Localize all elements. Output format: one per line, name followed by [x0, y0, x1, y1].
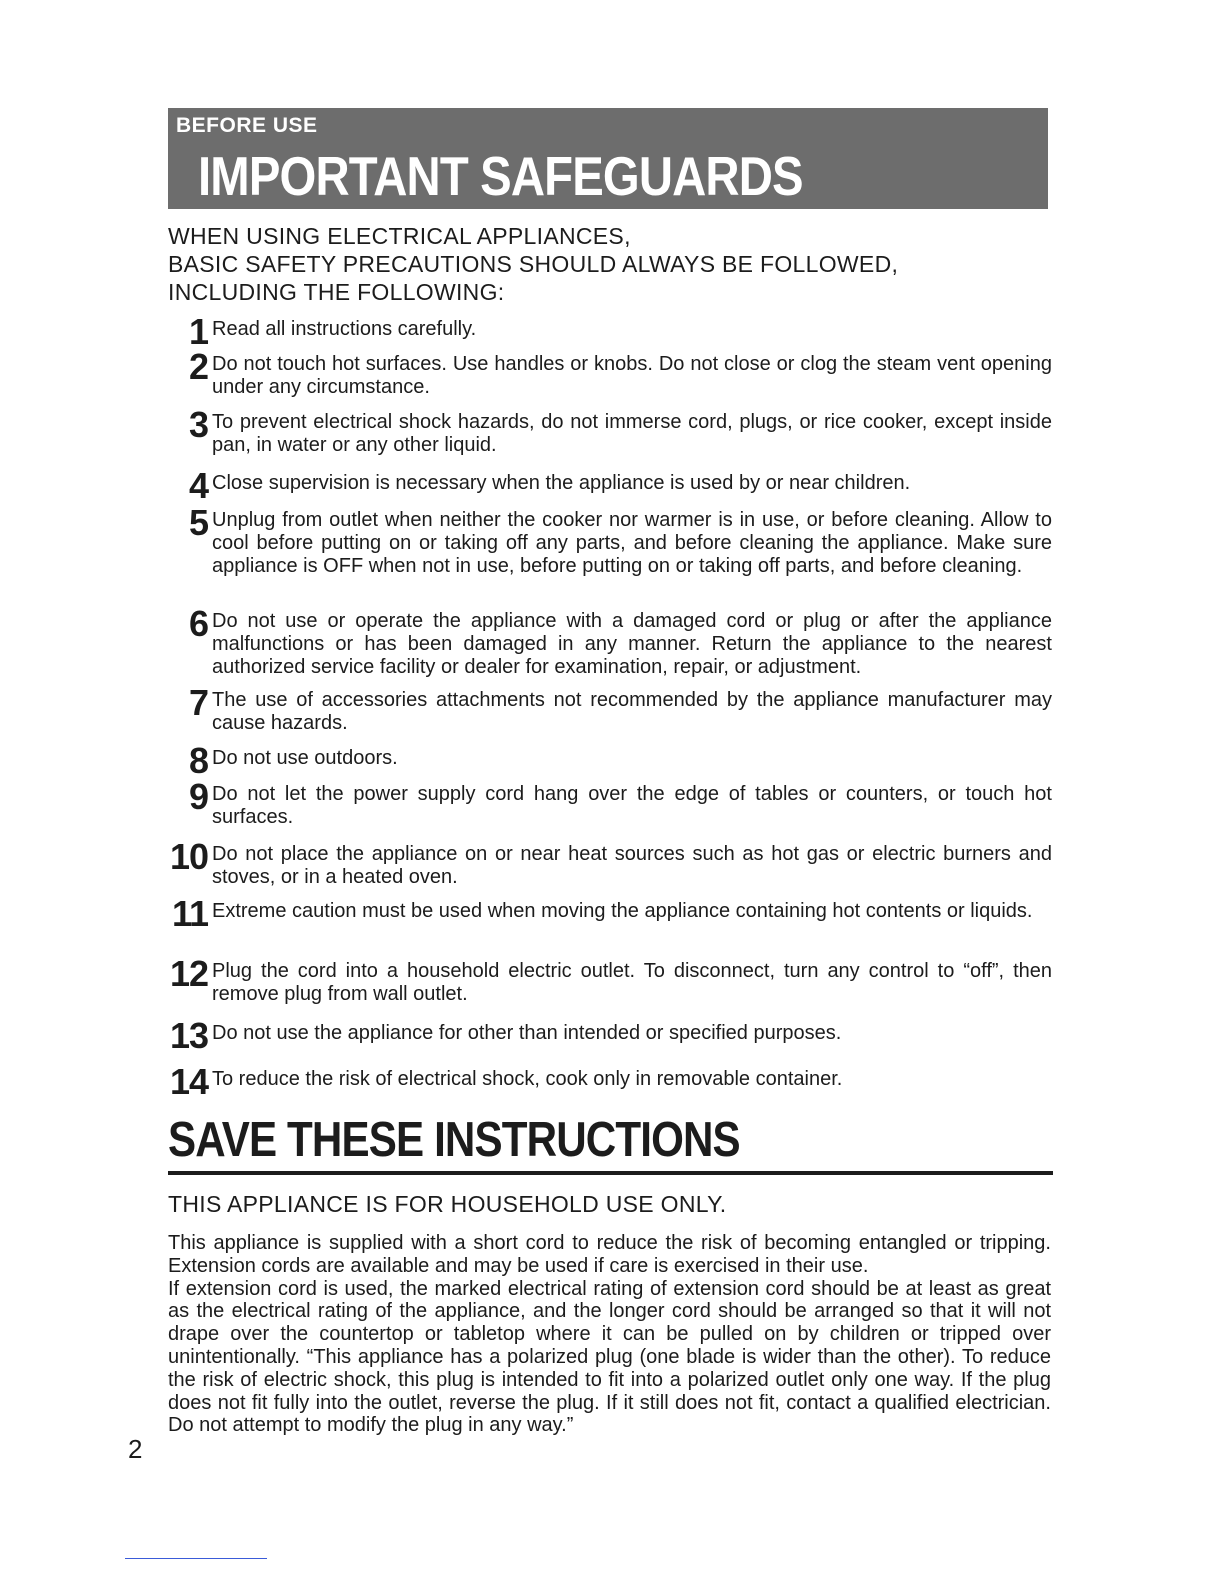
- safeguard-item-1: [166, 311, 1052, 352]
- intro-line: INCLUDING THE FOLLOWING:: [168, 279, 505, 305]
- safeguard-item-12: [166, 953, 1052, 1006]
- item-text: Do not use outdoors.: [212, 747, 398, 769]
- page-title: IMPORTANT SAFEGUARDS: [198, 145, 803, 207]
- item-text: Do not use or operate the appliance with a damaged cord or plug or after the appliance malfunctions or has been damaged in any manner. Return the appliance to the nearest authorized service facility or dealer for examination, repair, or adjustment.: [212, 610, 1052, 678]
- item-text: Unplug from outlet when neither the cooker nor warmer is in use, or before cleaning. Allow to cool before putting on or taking off any parts, and before cleaning the appliance. Make sure appliance is OFF when not in use, before putting on or taking off parts, and before cleaning.: [212, 509, 1052, 577]
- item-number: 14: [169, 1061, 208, 1102]
- item-text: Do not let the power supply cord hang over the edge of tables or counters, or touch hot surfaces.: [212, 783, 1052, 828]
- paragraph: This appliance is supplied with a short cord to reduce the risk of becoming entangled or tripping. Extension cords are available and may be used if care is exercised in their use.: [168, 1232, 1051, 1277]
- item-text: Do not place the appliance on or near heat sources such as hot gas or electric burners and stoves, or in a heated oven.: [212, 843, 1052, 888]
- safeguard-item-5: [166, 502, 1052, 578]
- household-body-text: [168, 1232, 1051, 1437]
- item-number: 9: [188, 776, 208, 817]
- item-text: Extreme caution must be used when moving the appliance containing hot contents or liquids.: [212, 900, 1033, 922]
- safeguard-item-11: [166, 893, 1052, 934]
- footer-divider: [125, 1558, 267, 1559]
- intro-line: BASIC SAFETY PRECAUTIONS SHOULD ALWAYS BE FOLLOWED,: [168, 251, 899, 277]
- item-text: The use of accessories attachments not recommended by the appliance manufacturer may cause hazards.: [212, 689, 1052, 734]
- household-use-heading: THIS APPLIANCE IS FOR HOUSEHOLD USE ONLY.: [168, 1191, 727, 1217]
- divider: [168, 1171, 1053, 1175]
- item-number: 13: [169, 1015, 208, 1056]
- item-number: 5: [188, 502, 208, 543]
- safeguard-item-8: [166, 740, 1052, 781]
- item-number: 7: [188, 682, 208, 723]
- paragraph: If extension cord is used, the marked electrical rating of extension cord should be at least as great as the electrical rating of the appliance, and the longer cord should be arranged so that it will not drape over the countertop or tabletop where it can be pulled on by children or tripped over unintentionally. “This appliance has a polarized plug (one blade is wider than the other). To reduce the risk of electric shock, this plug is intended to fit into a polarized outlet only one way. If the plug does not fit fully into the outlet, reverse the plug. If it still does not fit, contact a qualified electrician. Do not attempt to modify the plug in any way.”: [168, 1277, 1051, 1437]
- item-number: 12: [169, 953, 208, 994]
- item-number: 11: [171, 893, 208, 934]
- safeguard-item-14: [166, 1061, 1052, 1102]
- item-text: To reduce the risk of electrical shock, cook only in removable container.: [212, 1068, 843, 1090]
- header-band: [168, 108, 1048, 209]
- safeguard-item-7: [166, 682, 1052, 735]
- save-instructions-heading: SAVE THESE INSTRUCTIONS: [168, 1113, 740, 1167]
- item-number: 2: [188, 346, 208, 387]
- item-text: To prevent electrical shock hazards, do not immerse cord, plugs, or rice cooker, except inside pan, in water or any other liquid.: [212, 411, 1052, 456]
- safeguard-item-9: [166, 776, 1052, 829]
- item-text: Close supervision is necessary when the appliance is used by or near children.: [212, 472, 911, 494]
- item-number: 10: [169, 836, 208, 877]
- intro-text: [168, 222, 1048, 306]
- intro-line: WHEN USING ELECTRICAL APPLIANCES,: [168, 223, 631, 249]
- page-number: 2: [128, 1434, 143, 1464]
- item-text: Do not touch hot surfaces. Use handles or knobs. Do not close or clog the steam vent opening under any circumstance.: [212, 353, 1052, 398]
- item-number: 3: [188, 404, 208, 445]
- item-number: 6: [188, 603, 208, 644]
- safeguard-item-2: [166, 346, 1052, 399]
- safeguard-item-4: [166, 465, 1052, 506]
- item-number: 1: [188, 311, 208, 352]
- item-text: Plug the cord into a household electric outlet. To disconnect, turn any control to “off”, then remove plug from wall outlet.: [212, 960, 1052, 1005]
- section-label: BEFORE USE: [176, 114, 318, 137]
- safeguard-item-6: [166, 603, 1052, 679]
- item-text: Do not use the appliance for other than intended or specified purposes.: [212, 1022, 842, 1044]
- item-number: 8: [188, 740, 208, 781]
- item-number: 4: [188, 465, 208, 506]
- safeguard-item-3: [166, 404, 1052, 457]
- safeguard-item-13: [166, 1015, 1052, 1056]
- item-text: Read all instructions carefully.: [212, 318, 477, 340]
- safeguard-item-10: [166, 836, 1052, 889]
